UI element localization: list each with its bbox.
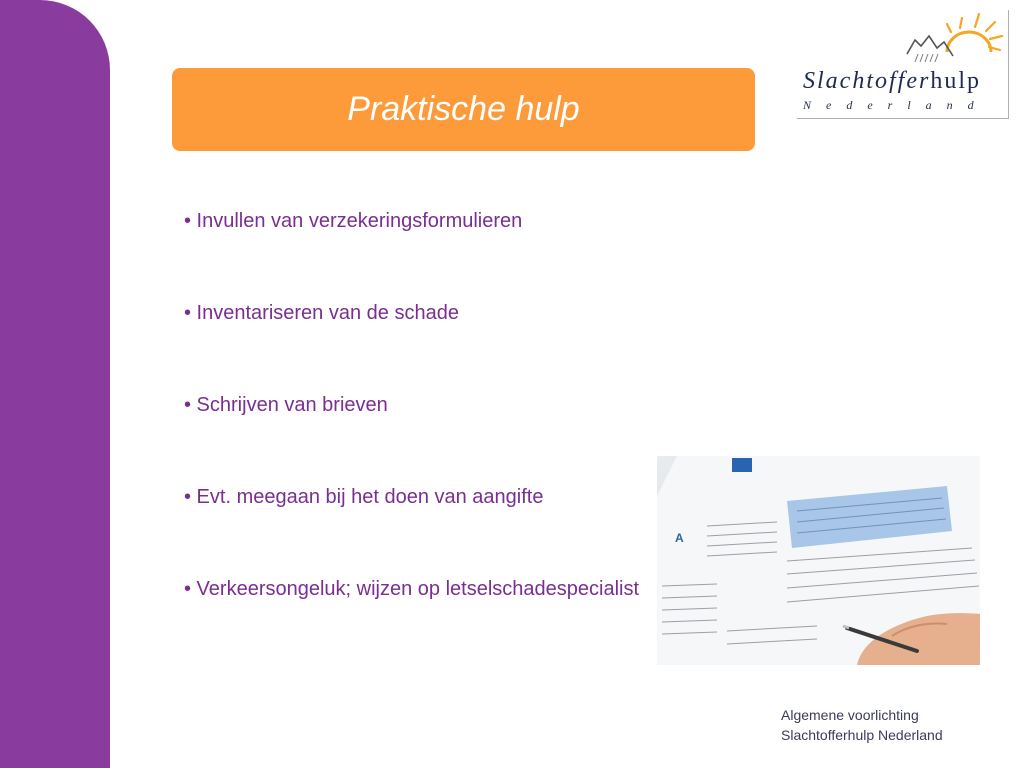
bullet-item: • Inventariseren van de schade [184,302,459,324]
svg-text:A: A [675,531,684,545]
slachtofferhulp-logo [797,10,1009,119]
footer-line-2: Slachtofferhulp Nederland [781,727,943,743]
logo-subtitle: Nederland [803,98,989,112]
bullet-item: • Evt. meegaan bij het doen van aangifte [184,486,544,508]
footer-line-1: Algemene voorlichting [781,707,919,723]
bullet-item: • Schrijven van brieven [184,394,388,416]
logo-word-part1: Slachtoffer [803,68,931,94]
logo-word-part2: hulp [930,68,981,94]
footer [781,705,943,745]
slide-title: Praktische hulp [347,90,580,128]
sun-mountain-icon [797,10,1008,70]
logo-wordmark [803,68,981,95]
bullet-item: • Verkeersongeluk; wijzen op letselschadespecialist [184,578,640,600]
insurance-form-photo [657,456,980,665]
bullet-list [184,198,654,612]
title-banner [172,68,755,151]
sidebar-decoration [0,0,110,768]
bullet-item: • Invullen van verzekeringsformulieren [184,210,523,232]
